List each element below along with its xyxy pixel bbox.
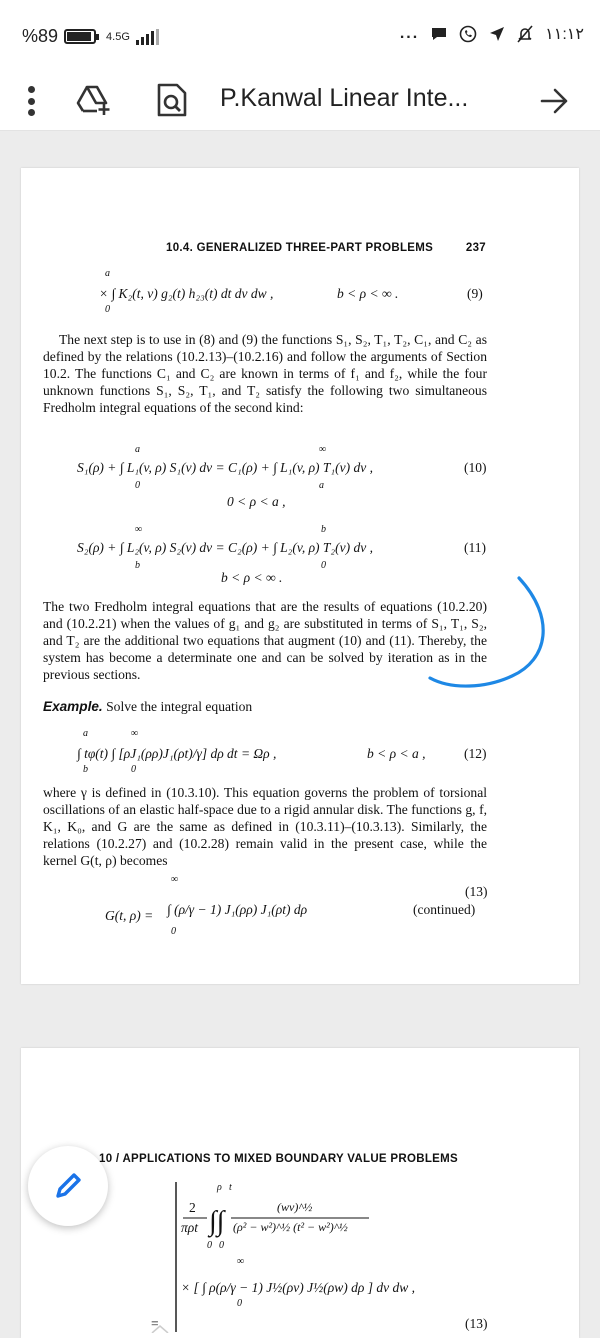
equation-line-2: × [ ∫ ρ(ρ/γ − 1) J½(ρv) J½(ρw) dρ ] dv dw ,: [181, 1280, 415, 1295]
paragraph-next-step: The next step is to use in (8) and (9) the functions S₁, S₂, T₁, T₂, C₁, and C₂ as defined by the relations (10.2.13)–(10.2.16) and follow the arguments of Section 10.2. The functions C₁ and C₂ are known in terms of f₁ and f₂, while the four unknown functions S₁, S₂, T₁, and T₂ satisfy the following two simultaneous Fredholm integral equations of the second kind:: [43, 332, 487, 415]
frac-denominator: πρt: [181, 1220, 198, 1235]
eq9-condition: b < ρ < ∞ .: [337, 286, 399, 301]
eq13-limit-0-bottom: 0: [171, 926, 176, 937]
equals-sign: =: [151, 1316, 159, 1331]
paragraph-fredholm: The two Fredholm integral equations that are the results of equations (10.2.20) and (10.2.21) when the values of g₁ and g₂ are substituted in terms of S₁, T₁, S₂, and T₂ are the additional two equations that augment (10) and (11). Thereby, the system has become a determinate one and can be solved by iteration as in the previous sections.: [43, 599, 487, 682]
frac-numerator: 2: [189, 1200, 196, 1215]
limit-t-top: t: [229, 1182, 232, 1193]
eq11-number: (11): [464, 540, 486, 555]
eq10-limit-inf-top: ∞: [319, 444, 327, 455]
double-integral-sign: ∫∫: [209, 1206, 225, 1237]
eq9-lower: 0: [105, 304, 110, 315]
equation-10: S₁(ρ) + ∫ L₁(v, ρ) S₁(v) dv = C₁(ρ) + ∫ L₁(v, ρ) T₁(v) dv ,: [77, 460, 373, 475]
forward-arrow-icon[interactable]: [540, 87, 570, 115]
line2-limit-inf: ∞: [237, 1256, 245, 1267]
eq10-limit-0-bottom: 0: [135, 480, 140, 491]
eq11-limit-0-bottom: 0: [321, 560, 326, 571]
paragraph-gamma: where γ is defined in (10.3.10). This equation governs the problem of torsional oscillations of an elastic half-space due to a rigid annular disk. The functions g, f, K₁, K₀, and G are the same as defined in (10.3.11)–(10.3.13). Similarly, the relations (10.2.27) and (10.2.28) remain valid in the present case, while the kernel G(t, ρ) becomes: [43, 785, 487, 868]
eq12-limit-a-top: a: [83, 728, 88, 739]
edit-fab-button[interactable]: [28, 1146, 108, 1226]
app-bar: [0, 70, 600, 131]
large-bracket: [173, 1182, 179, 1332]
signal-icon: [136, 29, 159, 45]
file-search-icon[interactable]: [156, 83, 188, 117]
running-head-2: 10 / APPLICATIONS TO MIXED BOUNDARY VALUE PROBLEMS: [99, 1153, 458, 1165]
frac-bar: [183, 1217, 207, 1219]
example-text: Solve the integral equation: [106, 699, 253, 714]
inner-denominator: (ρ² − w²)^½ (t² − w²)^½: [233, 1220, 348, 1234]
eq10-limit-a-top: a: [135, 444, 140, 455]
eq10-limit-a-bottom: a: [319, 480, 324, 491]
eq13-continued: (continued): [413, 902, 476, 917]
network-label: 4.5G: [106, 30, 130, 43]
navigation-icon: [489, 26, 505, 42]
notification-overflow: ...: [399, 25, 420, 42]
eq9-upper: a: [105, 268, 110, 279]
add-to-drive-icon[interactable]: [76, 84, 112, 116]
battery-icon: [64, 29, 96, 44]
running-head: [166, 242, 486, 254]
eq12-limit-b-bottom: b: [83, 764, 88, 775]
clock: ۱۱:۱۲: [545, 26, 584, 43]
eq12-number: (12): [464, 746, 487, 761]
eq13-number: (13): [465, 884, 488, 899]
equation-12: ∫ tφ(t) ∫ [ρJ₁(ρρ)J₁(ρt)/γ] dρ dt = Ωρ ,: [77, 746, 277, 761]
pencil-icon: [52, 1170, 84, 1202]
eq11-limit-b-top: b: [321, 524, 326, 535]
eq11-condition: b < ρ < ∞ .: [221, 570, 283, 585]
equation-13: ∫ (ρ/γ − 1) J₁(ρρ) J₁(ρt) dρ: [167, 902, 308, 917]
equation-9: × ∫ K₂(t, v) g₂(t) h₂₃(t) dt dv dw ,: [99, 286, 274, 301]
page-number: 237: [465, 242, 486, 254]
message-icon: [431, 27, 447, 41]
eq11-limit-b-bottom: b: [135, 560, 140, 571]
eq12-limit-0-bottom: 0: [131, 764, 136, 775]
running-head-text: 10.4. GENERALIZED THREE-PART PROBLEMS: [166, 242, 434, 254]
status-left: [22, 26, 159, 47]
inner-frac-bar: [231, 1217, 369, 1219]
equation-11: S₂(ρ) + ∫ L₂(v, ρ) S₂(v) dv = C₂(ρ) + ∫ L₂(v, ρ) T₂(v) dv ,: [77, 540, 373, 555]
limit-0-bottom-a: 0: [207, 1240, 212, 1251]
example-heading: [43, 698, 487, 715]
eq9-number: (9): [467, 286, 483, 301]
page-handle: [0, 1322, 600, 1333]
eq13-limit-inf-top: ∞: [171, 874, 179, 885]
status-right: [400, 24, 584, 44]
eq10-number: (10): [464, 460, 487, 475]
limit-rho-top: ρ: [217, 1182, 222, 1193]
eq13-number-p2: (13): [465, 1316, 488, 1331]
whatsapp-icon: [459, 25, 477, 43]
eq10-condition: 0 < ρ < a ,: [227, 494, 286, 509]
limit-0-bottom-b: 0: [219, 1240, 224, 1251]
more-vert-icon[interactable]: [26, 86, 36, 116]
mute-icon: [517, 25, 533, 43]
document-title[interactable]: P.Kanwal Linear Inte...: [220, 84, 469, 112]
eq12-limit-inf-top: ∞: [131, 728, 139, 739]
battery-percent: %89: [22, 26, 59, 46]
example-label: Example.: [43, 699, 103, 714]
eq12-condition: b < ρ < a ,: [367, 746, 426, 761]
pdf-page-237[interactable]: [21, 168, 579, 984]
eq13-lhs: G(t, ρ) =: [105, 908, 154, 923]
line2-limit-0: 0: [237, 1298, 242, 1309]
status-bar: [0, 0, 600, 70]
inner-numerator: (wv)^½: [277, 1200, 313, 1214]
eq11-limit-inf-top: ∞: [135, 524, 143, 535]
